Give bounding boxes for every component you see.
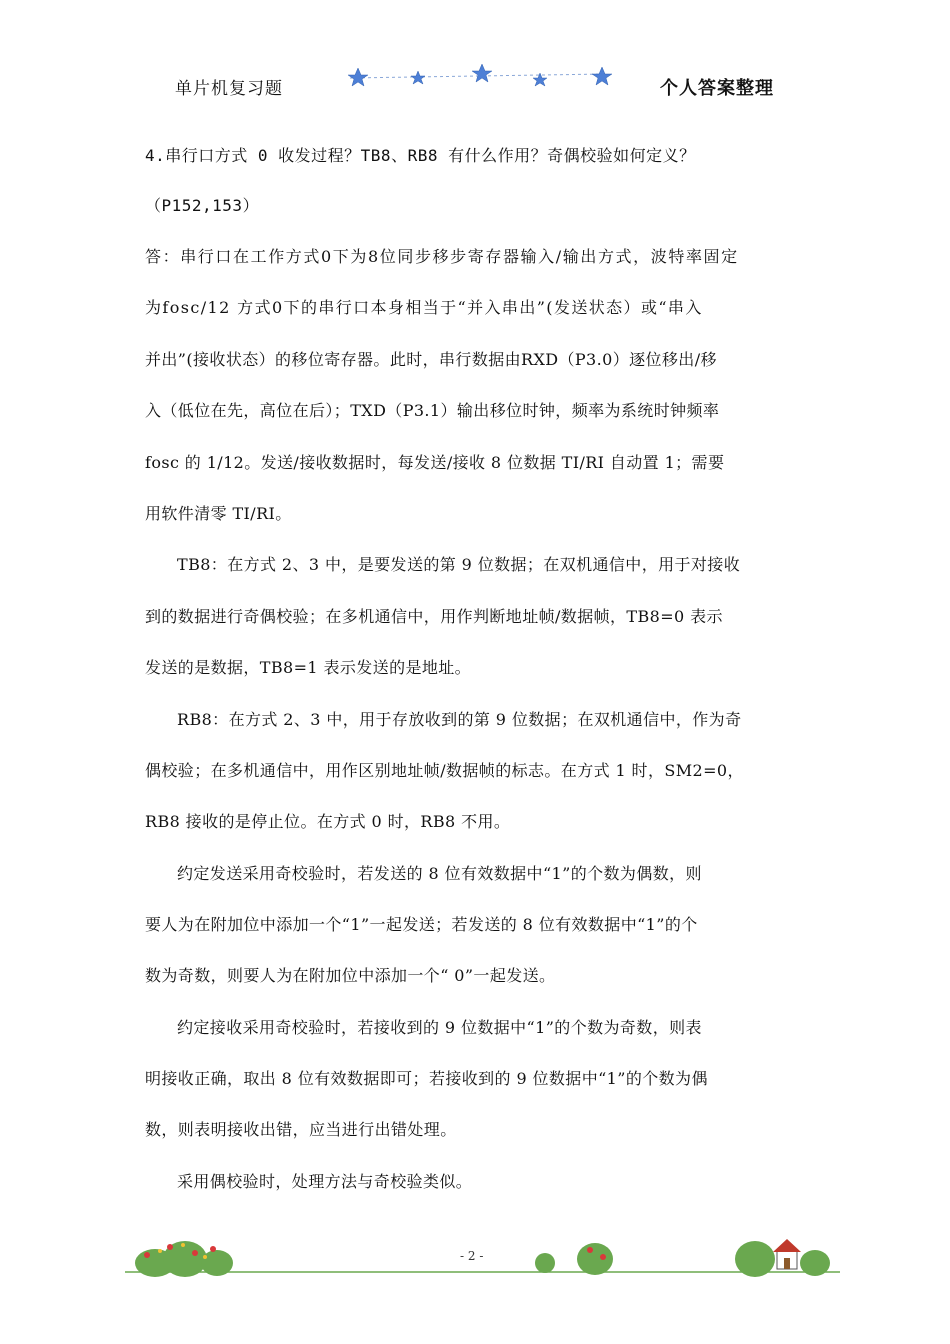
question-line: 4.串行口方式 0 收发过程？TB8、RB8 有什么作用？奇偶校验如何定义？ [145,146,696,165]
rb8-paragraph-line: 偶校验；在多机通信中，用作区别地址帧/数据帧的标志。在方式 1 时，SM2=0， [145,761,744,780]
tb8-paragraph-line: 发送的是数据，TB8=1 表示发送的是地址。 [145,658,472,677]
header-left-title: 单片机复习题 [175,79,283,99]
answer-line: 并出”(接收状态）的移位寄存器。此时，串行数据由RXD（P3.0）逐位移出/移 [145,350,717,369]
question-reference: （P152,153） [145,196,260,215]
odd-parity-send-line: 约定发送采用奇校验时，若发送的 8 位有效数据中“1”的个数为偶数，则 [177,864,702,883]
tb8-paragraph-line: TB8：在方式 2、3 中，是要发送的第 9 位数据；在双机通信中，用于对接收 [177,555,741,574]
even-parity-line: 采用偶校验时，处理方法与奇校验类似。 [177,1172,473,1191]
tb8-paragraph-line: 到的数据进行奇偶校验；在多机通信中，用作判断地址帧/数据帧，TB8=0 表示 [145,607,723,626]
rb8-paragraph-line: RB8：在方式 2、3 中，用于存放收到的第 9 位数据；在双机通信中，作为奇 [177,710,742,729]
star-decoration-icon [340,58,625,98]
odd-parity-receive-line: 约定接收采用奇校验时，若接收到的 9 位数据中“1”的个数为奇数，则表 [177,1018,702,1037]
odd-parity-receive-line: 数，则表明接收出错，应当进行出错处理。 [145,1120,457,1139]
answer-line: 答：串行口在工作方式0下为8位同步移步寄存器输入/输出方式，波特率固定 [145,247,739,266]
rb8-paragraph-line: RB8 接收的是停止位。在方式 0 时，RB8 不用。 [145,812,511,831]
odd-parity-receive-line: 明接收正确，取出 8 位有效数据即可；若接收到的 9 位数据中“1”的个数为偶 [145,1069,708,1088]
odd-parity-send-line: 数为奇数，则要人为在附加位中添加一个“ 0”一起发送。 [145,966,556,985]
odd-parity-send-line: 要人为在附加位中添加一个“1”一起发送；若发送的 8 位有效数据中“1”的个 [145,915,698,934]
answer-line: 入（低位在先，高位在后）；TXD（P3.1）输出移位时钟，频率为系统时钟频率 [145,401,720,420]
header-right-title: 个人答案整理 [660,78,774,99]
page-number: - 2 - [460,1249,484,1263]
answer-line: fosc 的 1/12。发送/接收数据时，每发送/接收 8 位数据 TI/RI 自动置 1；需要 [145,453,725,472]
answer-line: 为fosc/12 方式0下的串行口本身相当于“并入串出”(发送状态）或“串入 [145,298,703,317]
answer-line: 用软件清零 TI/RI。 [145,504,292,523]
